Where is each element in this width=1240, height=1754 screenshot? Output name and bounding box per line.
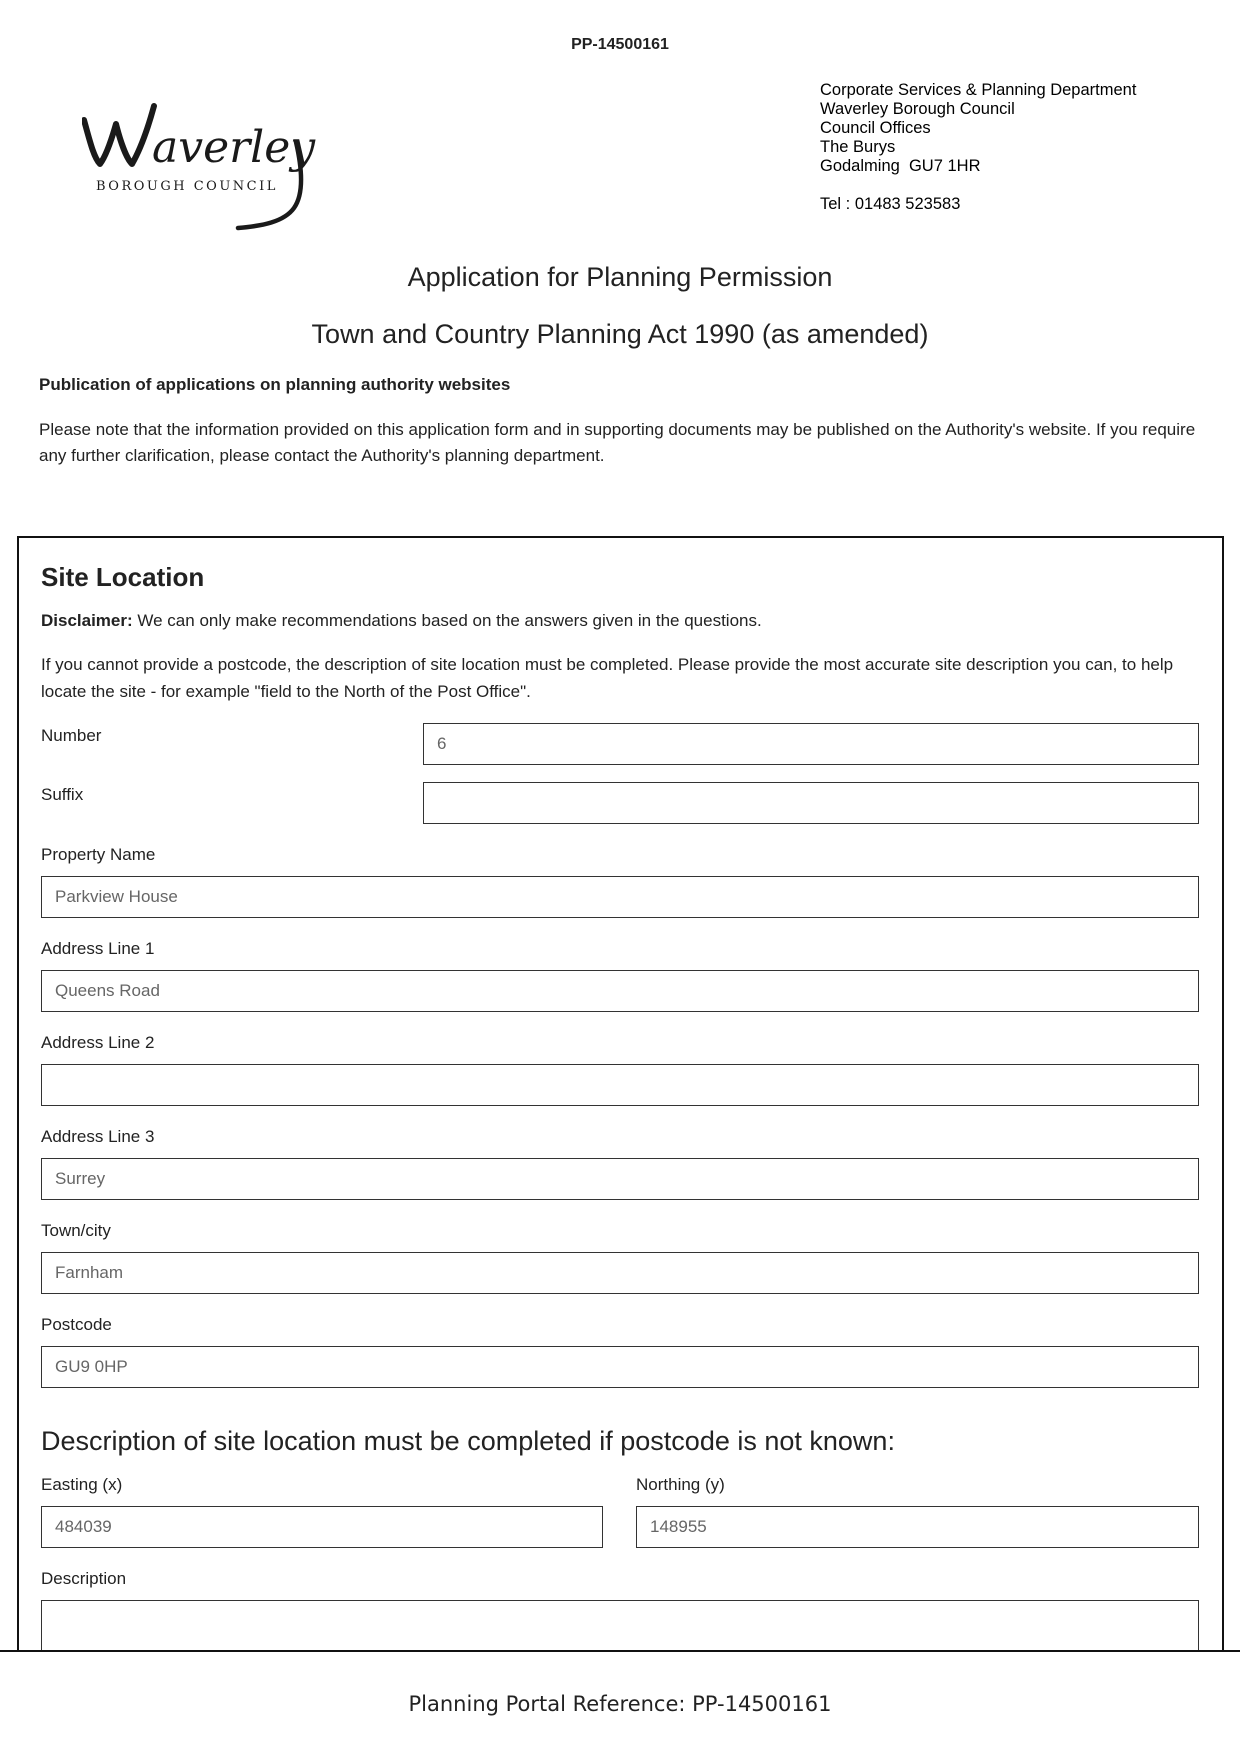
disclaimer [41,611,762,631]
address-line: Waverley Borough Council [820,100,1015,118]
publication-text: Please note that the information provided on this application form and in supporting documents may be published on the Authority's website. If you require any further clarification, please contact the Authority's planning department. [39,420,1196,465]
address-line-2-field[interactable] [41,1064,1199,1106]
address-line: Godalming GU7 1HR [820,157,981,175]
description-heading: Description of site location must be completed if postcode is not known: [41,1426,895,1456]
page-reference: PP-14500161 [571,36,669,53]
site-location-panel [17,536,1224,1754]
act-title: Town and Country Planning Act 1990 (as amended) [311,319,929,349]
property-name-field[interactable]: Parkview House [41,876,1199,918]
suffix-label: Suffix [41,785,84,804]
suffix-field[interactable] [423,782,1199,824]
number-field[interactable]: 6 [423,723,1199,765]
disclaimer-text: We can only make recommendations based on the answers given in the questions. [132,611,762,630]
postcode-field[interactable]: GU9 0HP [41,1346,1199,1388]
site-help-text: If you cannot provide a postcode, the description of site location must be completed. Please provide the most accurate site description you can, to help locate the site - for example "field to the North of the Post Office". [41,655,1174,701]
section-title: Site Location [41,562,205,592]
town-city-field[interactable]: Farnham [41,1252,1199,1294]
publication-heading: Publication of applications on planning authority websites [39,375,511,394]
address-line: The Burys [820,138,896,156]
disclaimer-label: Disclaimer: [41,611,133,630]
address-line: Corporate Services & Planning Department [820,81,1137,99]
address-line-1-label: Address Line 1 [41,939,155,958]
waverley-logo [82,98,322,233]
postcode-label: Postcode [41,1315,112,1334]
svg-text:averley: averley [152,122,316,173]
address-line: Council Offices [820,119,931,137]
easting-field[interactable]: 484039 [41,1506,603,1548]
logo-graphic [82,98,322,233]
footer-divider [0,1650,1240,1652]
address-line-2-label: Address Line 2 [41,1033,155,1052]
northing-label: Northing (y) [636,1475,725,1494]
council-address [820,81,1136,214]
town-city-label: Town/city [41,1221,111,1240]
description-label: Description [41,1569,127,1588]
address-line-1-field[interactable]: Queens Road [41,970,1199,1012]
easting-label: Easting (x) [41,1475,123,1494]
telephone: Tel : 01483 523583 [820,195,961,213]
svg-text:BOROUGH COUNCIL: BOROUGH COUNCIL [96,179,278,194]
footer-reference: Planning Portal Reference: PP-14500161 [408,1692,832,1716]
address-line-3-field[interactable]: Surrey [41,1158,1199,1200]
northing-field[interactable]: 148955 [636,1506,1199,1548]
property-name-label: Property Name [41,845,156,864]
address-line-3-label: Address Line 3 [41,1127,155,1146]
form-title: Application for Planning Permission [407,262,833,292]
number-label: Number [41,726,102,745]
